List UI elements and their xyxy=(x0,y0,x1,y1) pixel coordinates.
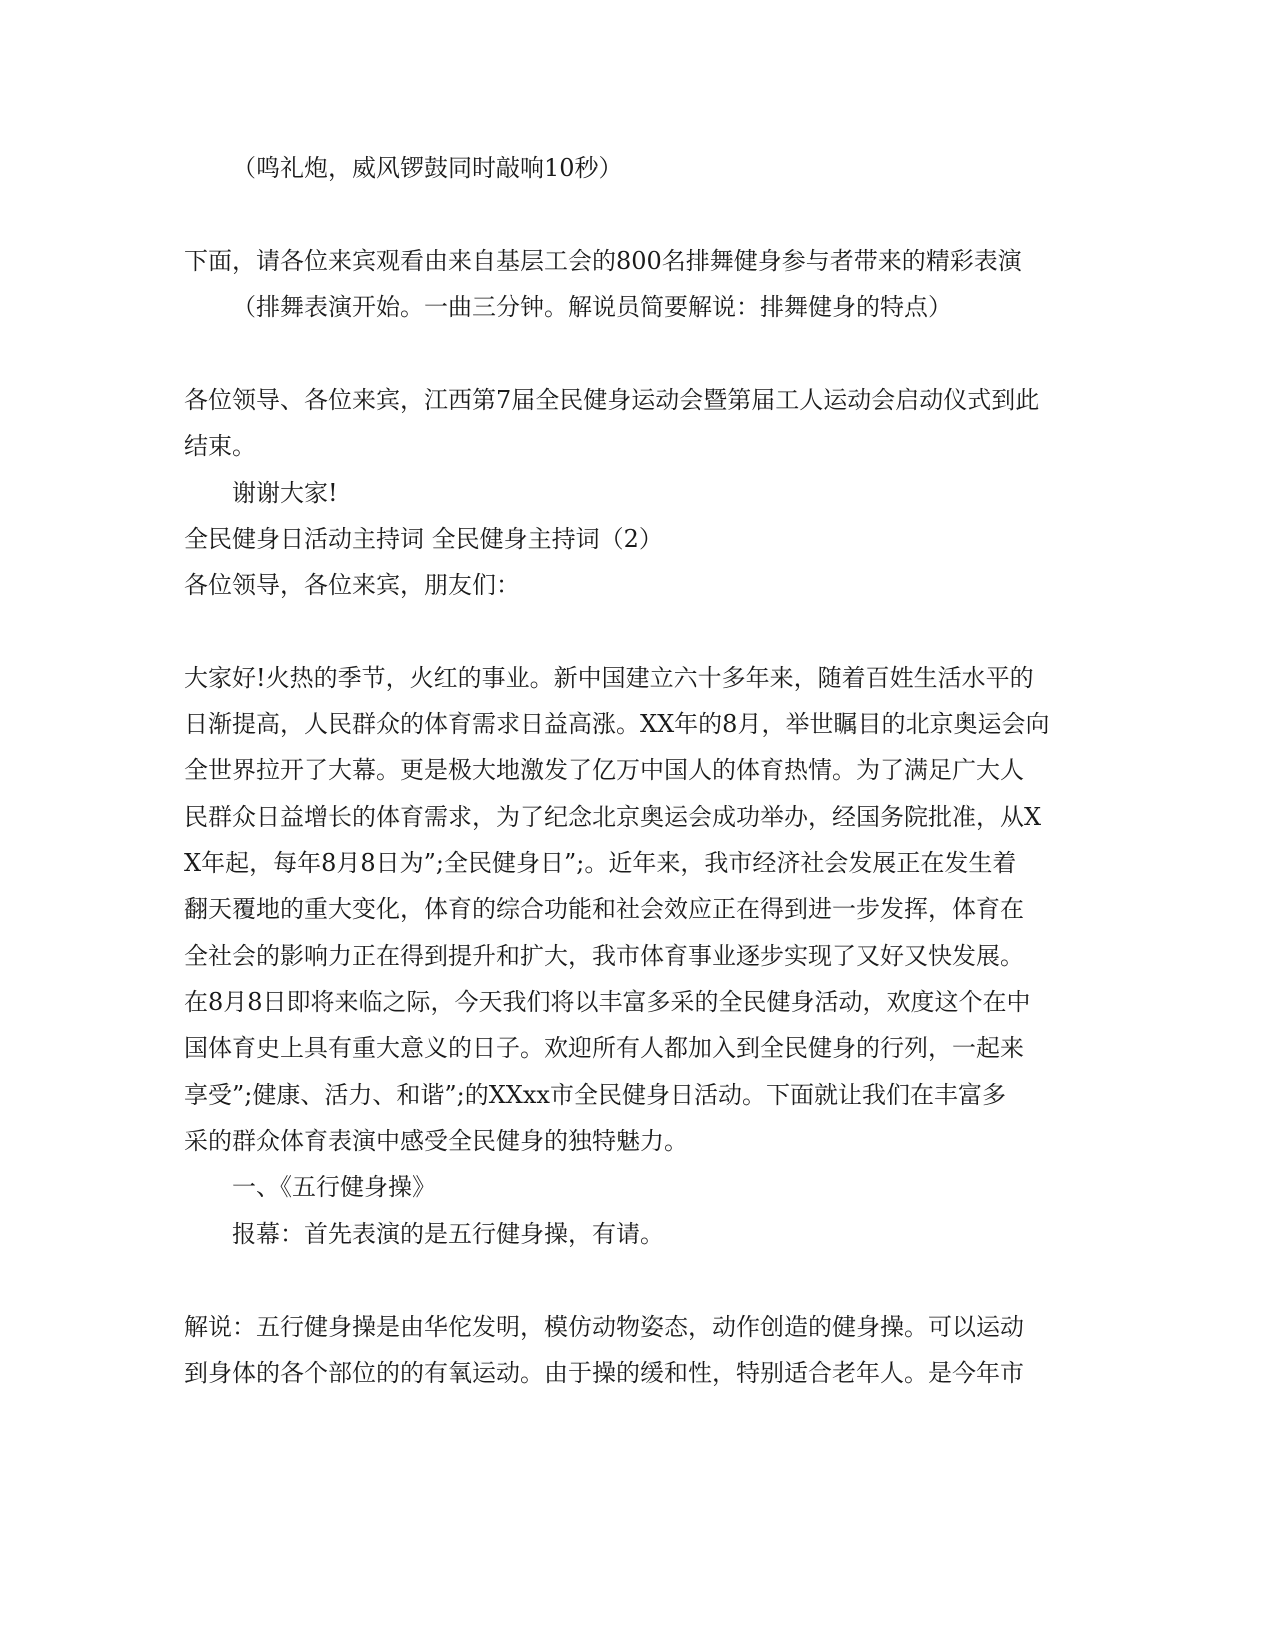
commentary-line: 解说：五行健身操是由华佗发明，模仿动物姿态，动作创造的健身操。可以运动 xyxy=(184,1313,1024,1341)
stage-direction-salute: （鸣礼炮，威风锣鼓同时敲响10秒） xyxy=(232,154,623,182)
paragraph-line: 结束。 xyxy=(184,432,256,460)
paragraph-line: 享受”;健康、活力、和谐”;的XXxx市全民健身日活动。下面就让我们在丰富多 xyxy=(184,1081,1006,1109)
thanks-line: 谢谢大家! xyxy=(232,479,338,507)
paragraph-line: 翻天覆地的重大变化，体育的综合功能和社会效应正在得到进一步发挥，体育在 xyxy=(184,895,1024,923)
greeting-line: 各位领导，各位来宾，朋友们： xyxy=(184,571,520,599)
commentary-line: 到身体的各个部位的的有氧运动。由于操的缓和性，特别适合老年人。是今年市 xyxy=(184,1359,1024,1387)
paragraph-line: 日渐提高，人民群众的体育需求日益高涨。XX年的8月，举世瞩目的北京奥运会向 xyxy=(184,710,1050,738)
stage-direction-dance: （排舞表演开始。一曲三分钟。解说员简要解说：排舞健身的特点） xyxy=(232,293,952,321)
paragraph-line: 大家好!火热的季节，火红的事业。新中国建立六十多年来，随着百姓生活水平的 xyxy=(184,664,1034,692)
paragraph-line: 全社会的影响力正在得到提升和扩大，我市体育事业逐步实现了又好又快发展。 xyxy=(184,942,1024,970)
paragraph-line: 国体育史上具有重大意义的日子。欢迎所有人都加入到全民健身的行列，一起来 xyxy=(184,1034,1024,1062)
paragraph-line: 采的群众体育表演中感受全民健身的独特魅力。 xyxy=(184,1127,688,1155)
program-item-heading: 一、《五行健身操》 xyxy=(232,1173,436,1201)
paragraph-line: 全世界拉开了大幕。更是极大地激发了亿万中国人的体育热情。为了满足广大人 xyxy=(184,756,1024,784)
section-title: 全民健身日活动主持词 全民健身主持词（2） xyxy=(184,525,663,553)
paragraph-line: X年起，每年8月8日为”;全民健身日”;。近年来，我市经济社会发展正在发生着 xyxy=(184,849,1017,877)
paragraph-line: 各位领导、各位来宾，江西第7届全民健身运动会暨第届工人运动会启动仪式到此 xyxy=(184,386,1040,414)
paragraph-line: 民群众日益增长的体育需求，为了纪念北京奥运会成功举办，经国务院批准，从X xyxy=(184,803,1042,831)
announcement-line: 报幕：首先表演的是五行健身操，有请。 xyxy=(232,1220,664,1248)
paragraph-line: 下面，请各位来宾观看由来自基层工会的800名排舞健身参与者带来的精彩表演 xyxy=(184,247,1022,275)
paragraph-line: 在8月8日即将来临之际，今天我们将以丰富多采的全民健身活动，欢度这个在中 xyxy=(184,988,1031,1016)
